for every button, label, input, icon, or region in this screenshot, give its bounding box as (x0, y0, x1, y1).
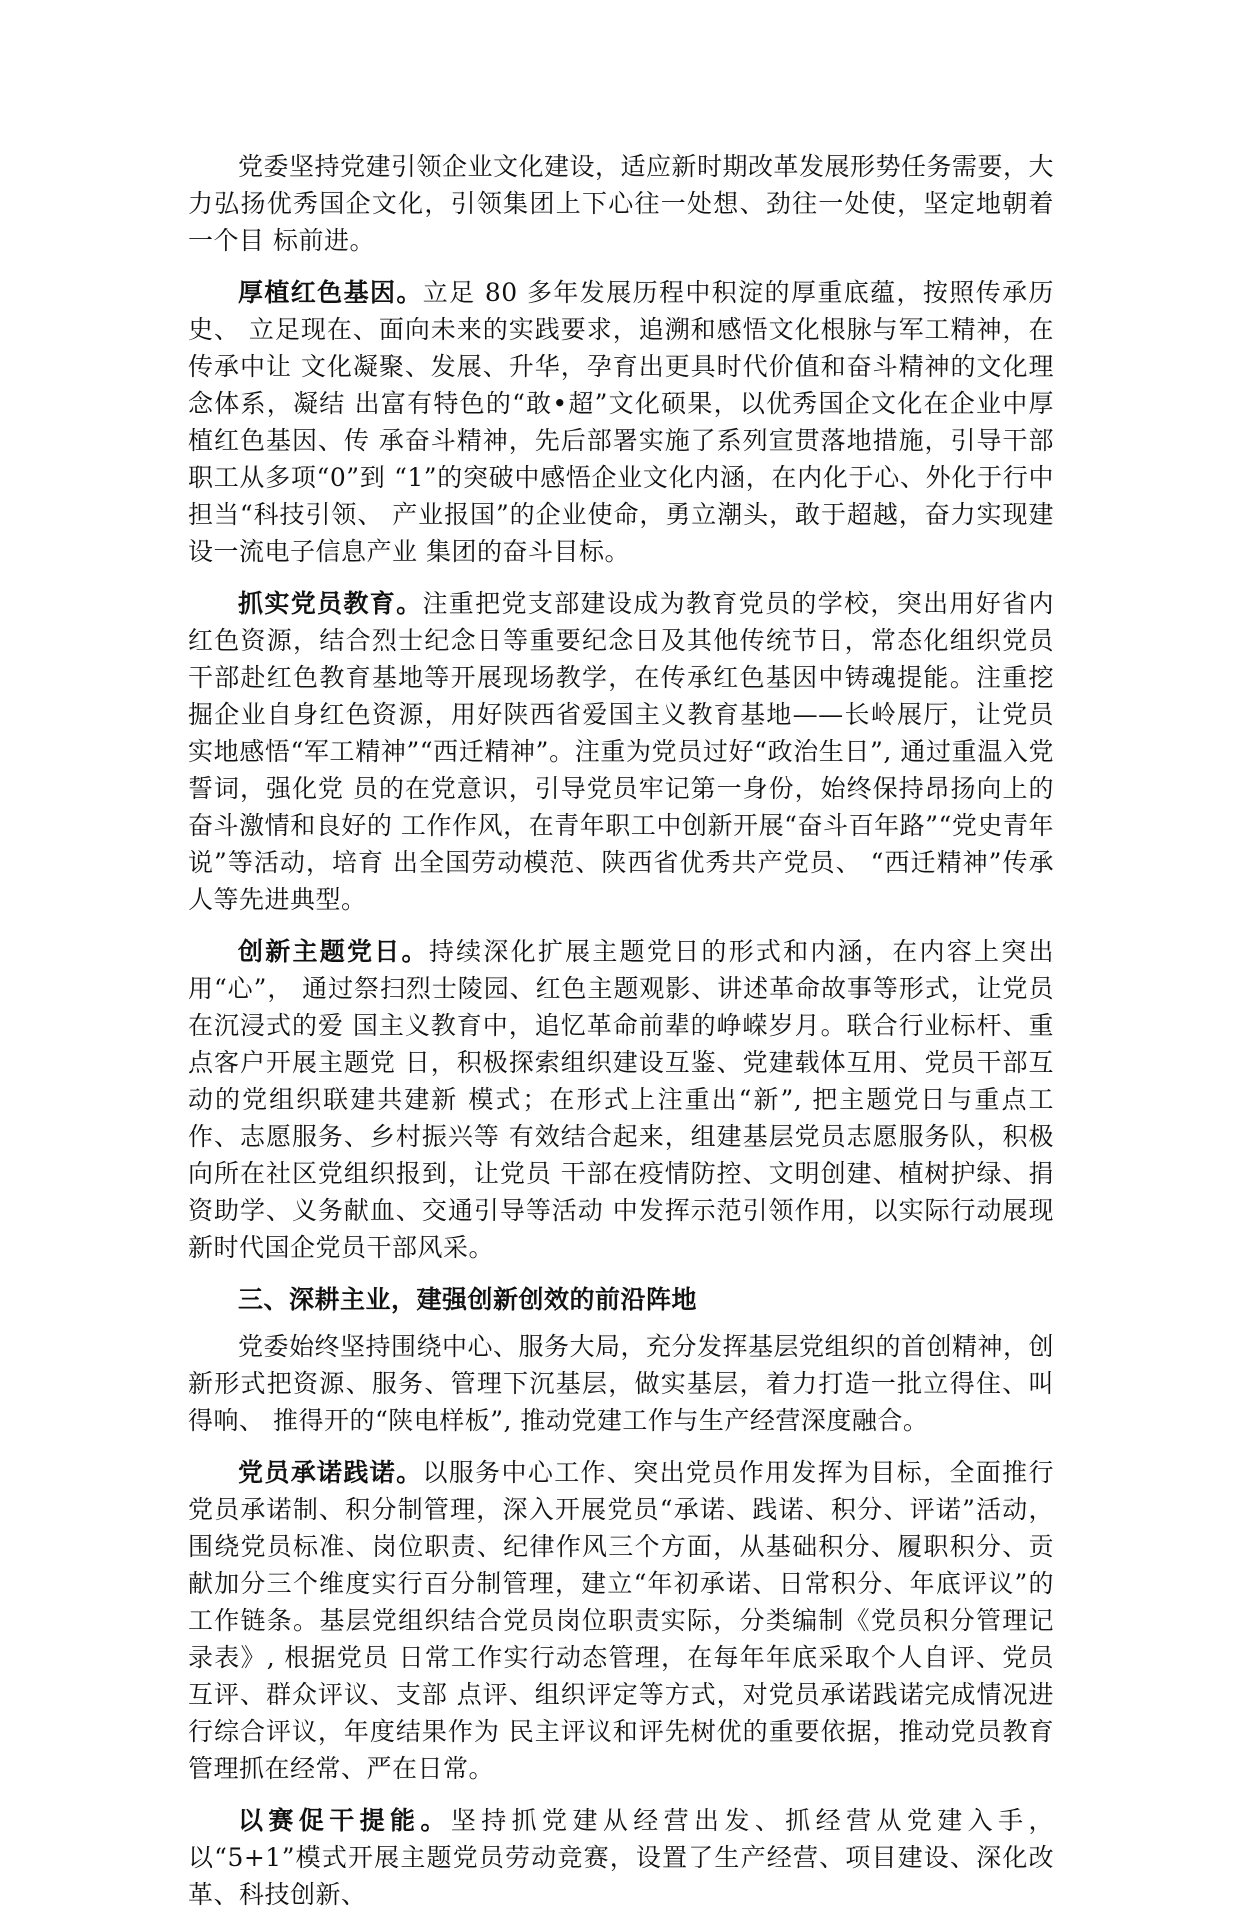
paragraph-culture-intro (188, 148, 1054, 259)
paragraph-lead: 以赛促干提能。 (238, 1806, 451, 1835)
document-page (188, 148, 1054, 1928)
paragraph-red-gene (188, 274, 1054, 570)
paragraph-lead: 抓实党员教育。 (238, 589, 423, 618)
paragraph-text: 立足 80 多年发展历程中积淀的厚重底蕴，按照传承历史、 立足现在、面向未来的实践要求，追溯和感悟文化根脉与军工精神，在传承中让 文化凝聚、发展、升华，孕育出更具时代价值和奋斗精神的文化理念体系，凝结 出富有特色的“敢•超”文化硕果，以优秀国企文化在企业中厚植红色基因、传 承奋斗精神，先后部署实施了系列宣贯落地措施，引导干部职工从多项“0”到 “1”的突破中感悟企业文化内涵，在内化于心、外化于行中担当“科技引领、 产业报国”的企业使命，勇立潮头，敢于超越，奋力实现建设一流电子信息产业 集团的奋斗目标。 (188, 278, 1054, 566)
paragraph-lead: 创新主题党日。 (238, 937, 429, 966)
paragraph-section-intro (188, 1328, 1054, 1439)
paragraph-lead: 厚植红色基因。 (238, 278, 423, 307)
paragraph-text: 坚持抓党建从经营出发、抓经营从党建入手，以“5+1”模式开展主题党员劳动竞赛，设置了生产经营、项目建设、深化改革、科技创新、 (188, 1806, 1054, 1909)
paragraph-member-commitment (188, 1454, 1054, 1787)
paragraph-text: 注重把党支部建设成为教育党员的学校，突出用好省内红色资源，结合烈士纪念日等重要纪念日及其他传统节日，常态化组织党员干部赴红色教育基地等开展现场教学，在传承红色基因中铸魂提能。注重挖掘企业自身红色资源，用好陕西省爱国主义教育基地——长岭展厅，让党员实地感悟“军工精神”“西迁精神”。注重为党员过好“政治生日”, 通过重温入党誓词，强化党 员的在党意识，引导党员牢记第一身份，始终保持昂扬向上的奋斗激情和良好的 工作作风，在青年职工中创新开展“奋斗百年路”“党史青年说”等活动，培育 出全国劳动模范、陕西省优秀共产党员、 “西迁精神”传承人等先进典型。 (188, 589, 1054, 914)
paragraph-text: 党委始终坚持围绕中心、服务大局，充分发挥基层党组织的首创精神，创新形式把资源、服务、管理下沉基层，做实基层，着力打造一批立得住、叫得响、 推得开的“陕电样板”, 推动党建工作与生产经营深度融合。 (188, 1332, 1055, 1435)
paragraph-theme-party-day (188, 933, 1054, 1266)
section-heading: 三、深耕主业，建强创新创效的前沿阵地 (238, 1285, 698, 1314)
paragraph-text: 持续深化扩展主题党日的形式和内涵，在内容上突出用“心”， 通过祭扫烈士陵园、红色主题观影、讲述革命故事等形式，让党员在沉浸式的爱 国主义教育中，追忆革命前辈的峥嵘岁月。联合行业标杆、重点客户开展主题党 日，积极探索组织建设互鉴、党建载体互用、党员干部互动的党组织联建共建新 模式；在形式上注重出“新”, 把主题党日与重点工作、志愿服务、乡村振兴等 有效结合起来，组建基层党员志愿服务队，积极向所在社区党组织报到，让党员 干部在疫情防控、文明创建、植树护绿、捐资助学、义务献血、交通引导等活动 中发挥示范引领作用，以实际行动展现新时代国企党员干部风采。 (188, 937, 1054, 1262)
paragraph-labor-competition (188, 1802, 1054, 1913)
paragraph-lead: 党员承诺践诺。 (238, 1458, 423, 1487)
paragraph-text: 以服务中心工作、突出党员作用发挥为目标，全面推行党员承诺制、积分制管理，深入开展党员“承诺、践诺、积分、评诺”活动，围绕党员标准、岗位职责、纪律作风三个方面，从基础积分、履职积分、贡献加分三个维度实行百分制管理，建立“年初承诺、日常积分、年底评议”的工作链条。基层党组织结合党员岗位职责实际，分类编制《党员积分管理记录表》, 根据党员 日常工作实行动态管理，在每年年底采取个人自评、党员互评、群众评议、支部 点评、组织评定等方式，对党员承诺践诺完成情况进行综合评议，年度结果作为 民主评议和评先树优的重要依据，推动党员教育管理抓在经常、严在日常。 (188, 1458, 1054, 1783)
paragraph-text: 党委坚持党建引领企业文化建设，适应新时期改革发展形势任务需要，大力弘扬优秀国企文化，引领集团上下心往一处想、劲往一处使，坚定地朝着一个目 标前进。 (188, 152, 1055, 255)
paragraph-member-education (188, 585, 1054, 918)
